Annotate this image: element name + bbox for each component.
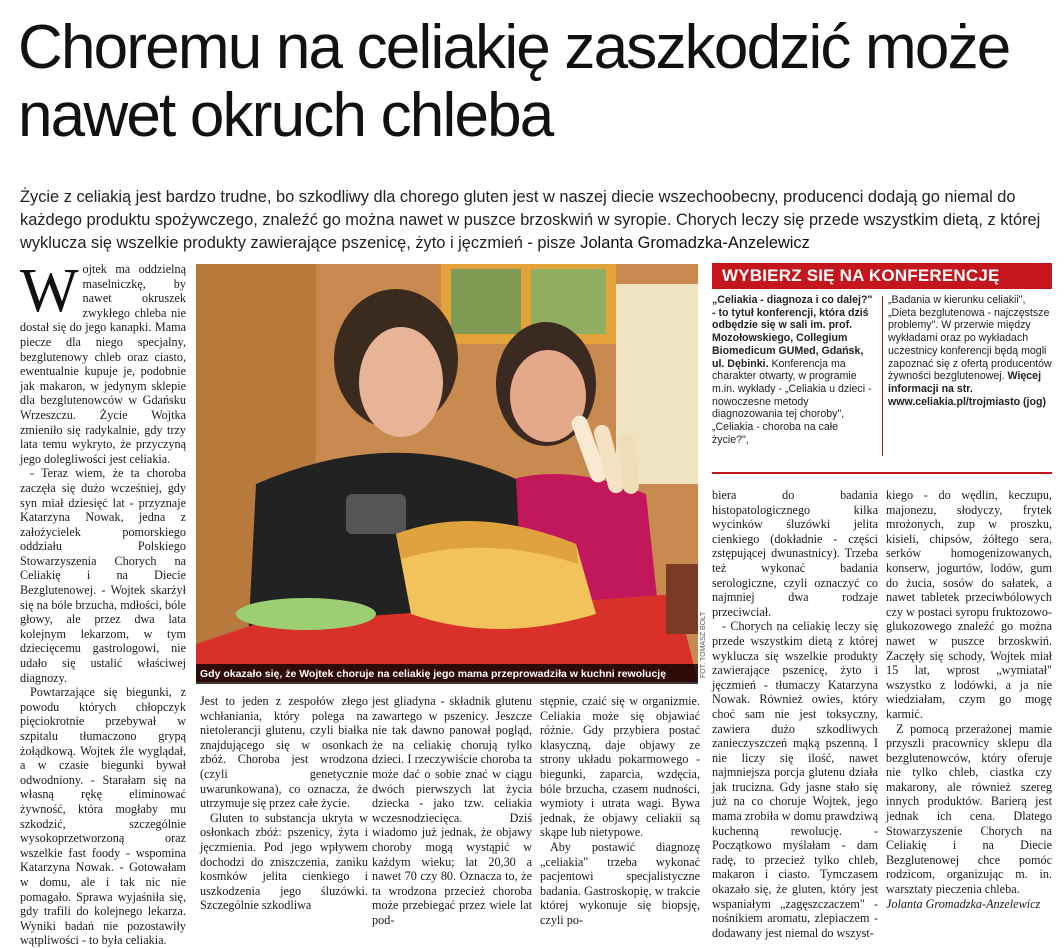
paragraph: Z pomocą przerażonej mamie przyszli pracownicy sklepu dla bezglutenowców, który oferuje nie tylko chleb, ciastka czy makarony, ale również szereg innych produktów. Barierą jest jednak ich cena. Dlatego Stowarzyszenie Chorych na Celiakię i na Diecie Bezglutenowej chce pomóc rodzicom, organizując m. in. warsztaty pieczenia chleba.	[886, 721, 1052, 897]
paragraph: Powtarzające się biegunki, z powodu których chłopczyk pięciokrotnie przebywał w szpitalu tłumaczono grypą żołądkową. Wojtek źle wyglądał, a w czasie biegunki bywał odwodniony. - Starałam się na własną rękę eliminować żywność, która mogłaby mu szkodzić, szczególnie wysokoprzetworzoną oraz wszelkie fast foody - wspomina Katarzyna Nowak. - Gotowałam w domu, ale i tak nic nie pomagało. Sprawa wyjaśniła się, gdy trafili do kolejnego lekarza. Wyniki badań nie pozostawiły wątpliwości - to była celiakia.	[20, 685, 186, 948]
paragraph: - Teraz wiem, że ta choroba zaczęła się dużo wcześniej, gdy syn miał dziesięć lat - przyznaje Katarzyna Nowak, jedna z założycielek pomorskiego oddziału Polskiego Stowarzyszenia Chorych na Celiakię i na Diecie Bezglutenowej. - Wojtek skarżył się na bóle brzucha, mdłości, bóle głowy, ale przez dwa lata kolejnym lekarzom, w tym dziecięcemu gastrologowi, nie udało się ustalić właściwej diagnozy.	[20, 466, 186, 685]
sidebar-title: WYBIERZ SIĘ NA KONFERENCJĘ	[712, 263, 1052, 289]
article-column-6	[886, 488, 1052, 911]
paragraph: - Chorych na celiakię leczy się przede wszystkim dietą z której wyklucza się wszelkie produkty zawierające pszenicę, żyto i jęczmień - tłumaczy Katarzyna Nowak. Również owies, który choć sam nie jest toksyczny, zawiera dużo szkodliwych zanieczyszczeń mąką pszenną. I nie liczy się ilość, nawet najmniejsza porcja glutenu działa jak trucizna. Gdy jasne stało się już na co choruje Wojtek, jego mama zrobiła w domu prawdziwą kuchenną rewolucję. - Początkowo myślałam - dam radę, to przecież tylko chleb, makaron i ciasto. Tymczasem okazało się, że gluten, który jest wspaniałym „zagęszczaczem" - nośnikiem aromatu, zlepiaczem - dodawany jest niemal do wszyst-	[712, 619, 878, 940]
photo-credit	[700, 600, 712, 680]
sidebar-lead: „Celiakia - diagnoza i co dalej?" - to tytuł konferencji, która dziś odbędzie się w sali im. prof. Mozołowskiego, Collegium Biomedicum GUMed, Gdańsk, ul. Dębinki.	[712, 294, 873, 370]
paragraph: jest gliadyna - składnik glutenu zawartego w pszenicy. Jeszcze nie tak dawno panował pogląd, że na celiakię chorują tylko dzieci. I rzeczywiście choroba ta może dać o sobie znać w ciągu dwóch pierwszych lat życia dziecka - jako tzw. celiakia wczesnodziecięca. Dziś wiadomo już jednak, że objawy choroby mogą wystąpić w każdym wieku; lat 20,30 a nawet 70 czy 80. Oznacza to, że ta wrodzona przecież choroba może przebiegać przez wiele lat pod-	[372, 694, 532, 927]
article-column-2	[200, 694, 368, 913]
sidebar-signature: (jog)	[1023, 395, 1046, 408]
article-column-4	[540, 694, 700, 927]
sidebar-left-text: Konferencja ma charakter otwarty, w programie m.in. wykłady - „Celiakia u dzieci - nowoczesne metody diagnozowania tej choroby", „Celiakia - choroba na całe życie?",	[712, 357, 872, 446]
paragraph: Gluten to substancja ukryta w osłonkach zbóż: pszenicy, żyta i jęczmienia. Pod jego wpływem dochodzi do zniszczenia, zaniku kosmków jelita cienkiego i uszkodzenia jego śluzówki. Szczególnie szkodliwa	[200, 810, 368, 913]
paragraph: kiego - do wędlin, keczupu, majonezu, słodyczy, frytek mrożonych, zup w proszku, kisieli, chipsów, żółtego sera, serków homogenizowanych, konserw, jogurtów, lodów, gum do żucia, sosów do sałatek, a nawet tabletek przeciwbólowych czy w postaci syropu fruktozowo-glukozowego znaleźć go można nawet w puszce brzoskwiń. Zaczęły się schody, Wojtek miał 15 lat, wprost „wymiatał" wszystko z lodówki, a ja nie wiedziałam, czym go mogę karmić.	[886, 488, 1052, 721]
drop-cap: W	[20, 257, 79, 325]
photo-credit-text: FOT. TOMASZ BOŁT	[700, 611, 707, 678]
paragraph: Aby postawić diagnozę „celiakia" trzeba wykonać pacjentowi specjalistyczne badania. Gastroskopię, w trakcie której wykonuje się biopsję, czyli po-	[540, 839, 700, 927]
headline: Choremu na celiakię zaszkodzić może nawet okruch chleba	[18, 13, 1010, 150]
article-column-1	[20, 257, 186, 948]
sidebar-divider	[882, 296, 883, 456]
paragraph: Jest to jeden z zespołów złego wchłaniania, który polega na nietolerancji glutenu, czyli białka znajdującego się w osonkach zbóż. Choroba jest wrodzona (czyli genetycznie uwarunkowana), co oznacza, że utrzymuje się przez całe życie.	[200, 694, 368, 811]
article-column-5	[712, 488, 878, 940]
lead-author: Jolanta Gromadzka-Anzelewicz	[580, 234, 810, 252]
photo-illustration	[196, 264, 698, 682]
sidebar-link[interactable]: Więcej informacji na str. www.celiakia.pl/trojmiasto	[888, 370, 1042, 408]
article-column-3	[372, 694, 532, 927]
article-signature: Jolanta Gromadzka-Anzelewicz	[886, 896, 1041, 911]
sidebar-left-column	[712, 294, 876, 446]
article-photo	[196, 264, 698, 682]
sidebar-right-column	[888, 294, 1052, 408]
sidebar-right-text: „Badania w kierunku celiakii", „Dieta bezglutenowa - najczęstsze problemy". W przerwie między wykładami oraz po wykładach uczestnicy konferencji będą mogli zapoznać się z ofertą producentów żywności bezglutenowej.	[888, 294, 1052, 383]
paragraph: stępnie, czaić się w organizmie. Celiakia może się objawiać różnie. Gdy przybiera postać klasyczną, daje objawy ze strony układu pokarmowego - biegunki, zaparcia, wzdęcia, bóle brzucha, czasem nudności, wymioty i utrata wagi. Bywa jednak, że objawy celiakii są skąpe lub nietypowe.	[540, 694, 700, 840]
lead-paragraph	[20, 186, 1050, 255]
sidebar-bottom-rule	[712, 472, 1052, 474]
photo-caption: Gdy okazało się, że Wojtek choruje na celiakię jego mama przeprowadziła w kuchni rewolucję	[196, 664, 698, 684]
lead-text: Życie z celiakią jest bardzo trudne, bo szkodliwy dla chorego gluten jest w naszej diecie wszechoobecny, producenci dodają go niemal do każdego produktu spożywczego, znaleźć go można nawet w puszce brzoskwiń w syropie. Chorych leczy się przede wszystkim dietą, z której wyklucza się wszelkie produkty zawierające pszenicę, żyto i jęczmień - pisze	[20, 188, 1041, 252]
paragraph: biera do badania histopatologicznego kilka wycinków śluzówki jelita cienkiego (dokładnie - części zstępującej dwunastnicy). Trzeba też wykonać badania serologiczne, czyli oznaczyć co najmniej dwa rodzaje przeciwciał.	[712, 488, 878, 619]
paragraph: ojtek ma oddzielną maselniczkę, by nawet okruszek zwykłego chleba nie dostał się do jego kanapki. Mama piecze dla niego specjalny, bezglutenowy chleb oraz ciasto, ewentualnie kupuje je, podobnie jak makaron, w jedynym sklepie dla bezglutenowców w Gdańsku Wrzeszczu. Życie Wojtka zmieniło się radykalnie, gdy trzy lata temu wykryto, że przyczyną jego dolegliwości jest celiakia.	[20, 262, 186, 466]
